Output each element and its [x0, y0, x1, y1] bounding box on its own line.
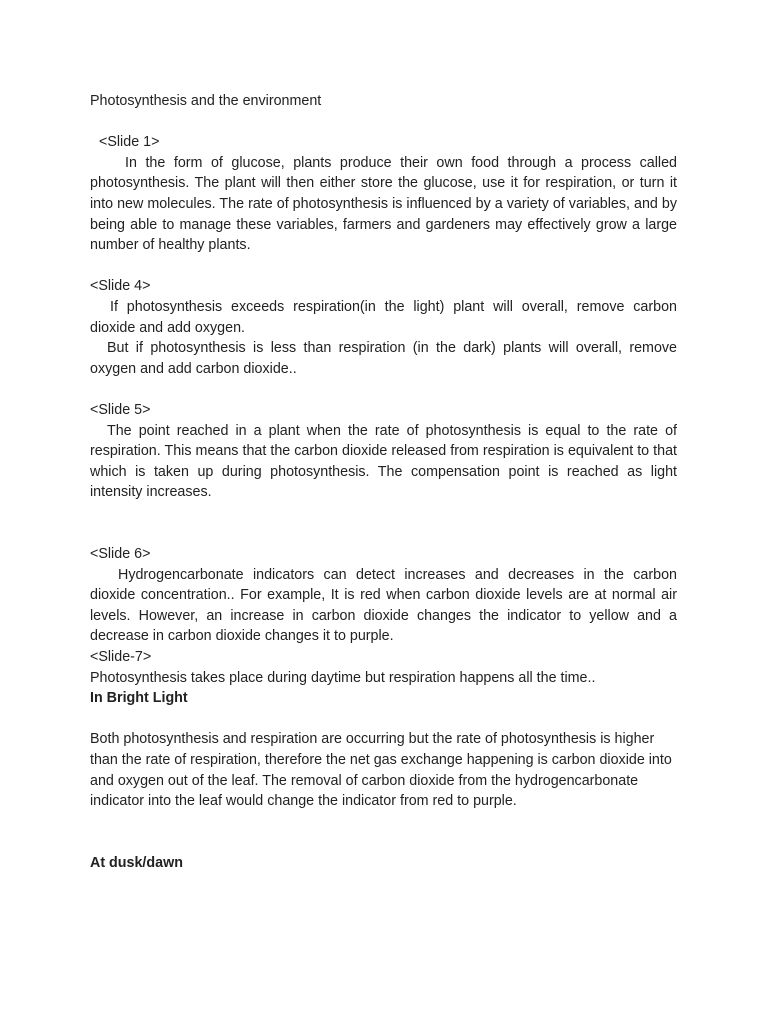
document-page — [90, 91, 677, 874]
slide-4-label: <Slide 4> — [90, 278, 151, 295]
slide-5-paragraph: The point reached in a plant when the rate of photosynthesis is equal to the rate of respiration. This means that the carbon dioxide released from respiration is equivalent to that which is taken up during photosynthesis. The compensation point is reached as light intensity increases. — [90, 422, 677, 501]
slide-5-label: <Slide 5> — [90, 401, 151, 418]
slide-4-paragraph-1: If photosynthesis exceeds respiration(in the light) plant will overall, remove carbon dioxide and add oxygen. — [90, 298, 677, 336]
bright-light-heading: In Bright Light — [90, 690, 188, 707]
slide-7-paragraph: Photosynthesis takes place during daytime but respiration happens all the time.. — [90, 669, 596, 686]
spacer — [90, 709, 677, 730]
dusk-dawn-heading: At dusk/dawn — [90, 854, 183, 871]
slide-1-paragraph: In the form of glucose, plants produce their own food through a process called photosynthesis. The plant will then either store the glucose, use it for respiration, or turn it into new molecules. The rate of photosynthesis is influenced by a variety of variables, and by being able to manage these variables, farmers and gardeners may effectively grow a large number of healthy plants. — [90, 154, 677, 254]
bright-light-paragraph: Both photosynthesis and respiration are occurring but the rate of photosynthesis is higher than the rate of respiration, therefore the net gas exchange happening is carbon dioxide into and oxygen out of the leaf. The removal of carbon dioxide from the hydrogencarbonate indicator into the leaf would change the indicator from red to purple. — [90, 731, 672, 810]
document-title: Photosynthesis and the environment — [90, 93, 322, 109]
slide-4-paragraph-2: But if photosynthesis is less than respiration (in the dark) plants will overall, remove oxygen and add carbon dioxide.. — [90, 340, 677, 377]
slide-6-label: <Slide 6> — [90, 546, 151, 563]
slide-6-paragraph: Hydrogencarbonate indicators can detect increases and decreases in the carbon dioxide concentration.. For example, It is red when carbon dioxide levels are at normal air levels. However, an increase in carbon dioxide changes the indicator to yellow and a decrease in carbon dioxide changes it to purple. — [90, 566, 677, 645]
spacer — [90, 812, 677, 853]
spacer — [90, 503, 677, 544]
slide-7-label: <Slide-7> — [90, 649, 152, 666]
spacer — [90, 256, 677, 277]
slide-1-label: <Slide 1> — [99, 134, 160, 151]
spacer — [90, 379, 677, 400]
